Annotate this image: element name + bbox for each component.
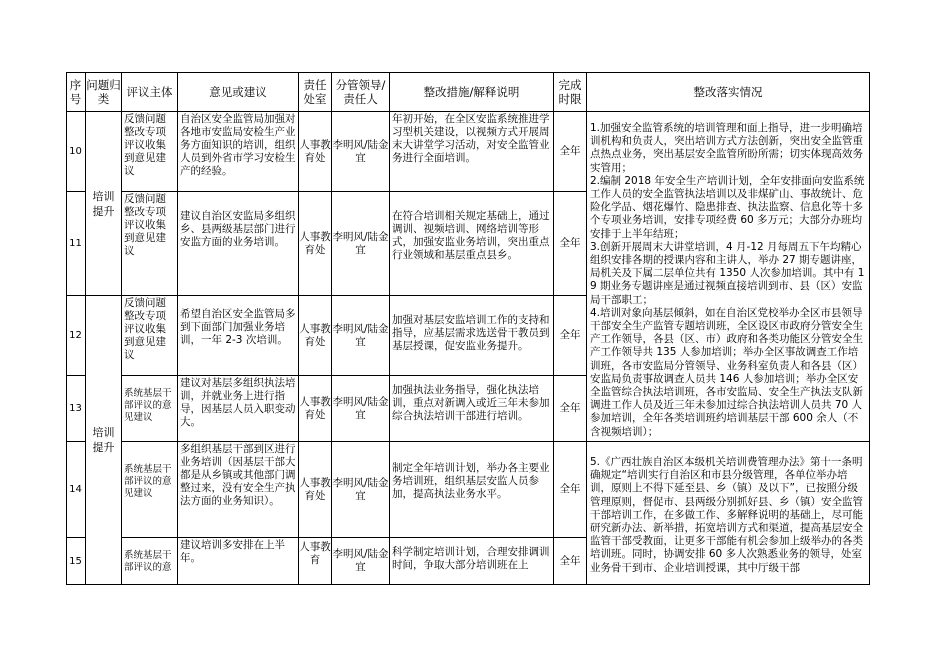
row-dept: 人事教育处 [299,112,332,192]
implementation-block-2 [587,442,870,585]
row-dept: 人事教育处 [299,376,332,442]
rectification-table [66,72,870,585]
row-dept: 人事教育 [299,538,332,585]
implementation-item-5: 5.《广西壮族自治区本级机关培训费管理办法》第十一条明确规定“培训实行自治区和市县分级管理，各单位举办培训，原则上不得下延至县、乡（镇）及以下”，已按照分级管理原则，督促市、县两级分别抓好县、乡（镇）安全监管干部培训工作，在多做工作、多解释说明的基础上，尽可能研究新办法、新举措，拓宽培训方式和渠道，提高基层安全监管干部受教面，让更多干部能有机会参加上级举办的各类培训班。同时，协调安排 60 多人次熟悉业务的领导，处室业务骨干到市、企业培训授课，其中厅级干部 [590,456,863,574]
header-subject: 评议主体 [122,72,178,112]
row-leader: 李明风/陆金宜 [332,112,390,192]
row-opinion: 多组织基层干部到区进行业务培训（因基层干部大都是从乡镇或其他部门调整过来，没有安全生产执法方面的业务知识）。 [178,442,299,538]
row-subject: 反馈问题整改专项评议收集到意见建议 [122,112,178,192]
header-leader: 分管领导/责任人 [332,72,390,112]
header-measures: 整改措施/解释说明 [390,72,554,112]
row-leader: 李明风/陆金宜 [332,538,390,585]
row-seq: 12 [66,296,86,376]
row-seq: 15 [66,538,86,585]
row-deadline: 全年 [554,296,587,376]
row-leader: 李明风/陆金宜 [332,442,390,538]
implementation-item-2: 2.编制 2018 年安全生产培训计划，全年安排面向安监系统工作人员的安全监管执法培训以及非煤矿山、事故统计、危险化学品、烟花爆竹、隐患排查、执法监察、信息化等十多个专项业务培训，安排专项经费 60 多万元；大部分办班均安排于上半年结班； [590,174,865,240]
header-opinion: 意见或建议 [178,72,299,112]
header-implementation: 整改落实情况 [587,72,870,112]
row-measures: 在符合培训相关规定基础上，通过调训、视频培训、网络培训等形式，加强安监业务培训，突出重点行业领域和基层重点县乡。 [390,192,554,296]
implementation-block-1 [587,112,870,442]
row-opinion: 建议对基层多组织执法培训，并就业务上进行指导，因基层人员入职变动大。 [178,376,299,442]
row-dept: 人事教育处 [299,296,332,376]
row-subject: 系统基层干部评议的意 [122,538,178,585]
row-dept: 人事教育处 [299,192,332,296]
row-deadline: 全年 [554,442,587,538]
implementation-item-4: 4.培训对象向基层倾斜，如在自治区党校举办全区市县领导干部安全生产监管专题培训班，全区设区市政府分管安全生产工作领导，各县（区、市）政府和各类功能区分管安全生产工作领导共 135 人参加培训；举办全区事故调查工作培训班，各市安监局分管领导、业务科室负责人和各县（区）安监局负责事故调查人员共 146 人参加培训；举办全区安全监管综合执法培训班，各市安监局、安全生产执法支队新调进工作人员及近三年未参加过综合执法培训人员共 70 人参加培训，全年各类培训班约培训基层干部 600 余人（不含视频培训）； [590,306,863,438]
row-measures: 制定全年培训计划，举办各主要业务培训班，组织基层安监人员参加，提高执法业务水平。 [390,442,554,538]
category-group-2: 培训提升 [86,296,122,585]
row-opinion: 自治区安全监管局加强对各地市安监局安检生产业务方面知识的培训，组织人员到外省市学习安检生产的经验。 [178,112,299,192]
implementation-item-1: 1.加强安全监管系统的培训管理和面上指导，进一步明确培训机构和负责人，突出培训方式方法创新，突出安全监管重点热点业务，突出基层安全监管所盼所需；切实体现高效务实管用； [590,122,863,174]
row-leader: 李明风/陆金宜 [332,192,390,296]
header-deadline: 完成时限 [554,72,587,112]
header-seq: 序号 [66,72,86,112]
row-dept: 人事教育处 [299,442,332,538]
row-subject: 系统基层干部评议的意见建议 [122,376,178,442]
row-opinion: 建议自治区安监局多组织乡、县两级基层部门进行安监方面的业务培训。 [178,192,299,296]
row-seq: 13 [66,376,86,442]
row-seq: 11 [66,192,86,296]
row-deadline: 全年 [554,376,587,442]
row-leader: 李明风/陆金宜 [332,296,390,376]
implementation-item-3: 3.创新开展周末大讲堂培训，4 月-12 月每周五下午均精心组织安排各期的授课内容和主讲人，举办 27 期专题讲座，局机关及下属二层单位共有 1350 人次参加培训。其中有 19 期业务专题讲座是通过视频直接培训到市、县（区）安监局干部职工； [590,240,865,306]
row-subject: 系统基层干部评议的意见建议 [122,442,178,538]
header-category: 问题归类 [86,72,122,112]
row-subject: 反馈问题整改专项评议收集到意见建议 [122,192,178,296]
row-seq: 14 [66,442,86,538]
row-measures: 加强对基层安监培训工作的支持和指导，应基层需求选送骨干教员到基层授课，促安监业务提升。 [390,296,554,376]
row-measures: 加强执法业务指导，强化执法培训，重点对新调入或近三年未参加综合执法培训干部进行培训。 [390,376,554,442]
row-deadline: 全年 [554,192,587,296]
row-deadline: 全年 [554,538,587,585]
row-measures: 年初开始，在全区安监系统推进学习型机关建设，以视频方式开展周末大讲堂学习活动，对安全监管业务进行全面培训。 [390,112,554,192]
row-leader: 李明风/陆金宜 [332,376,390,442]
row-opinion: 建议培训多安排在上半年。 [178,538,299,585]
row-seq: 10 [66,112,86,192]
header-dept: 责任处室 [299,72,332,112]
row-deadline: 全年 [554,112,587,192]
row-opinion: 希望自治区安全监管局多到下面部门加强业务培训，一年 2-3 次培训。 [178,296,299,376]
row-subject: 反馈问题整改专项评议收集到意见建议 [122,296,178,376]
row-measures: 科学制定培训计划，合理安排调训时间，争取大部分培训班在上 [390,538,554,585]
category-group-1: 培训提升 [86,112,122,296]
